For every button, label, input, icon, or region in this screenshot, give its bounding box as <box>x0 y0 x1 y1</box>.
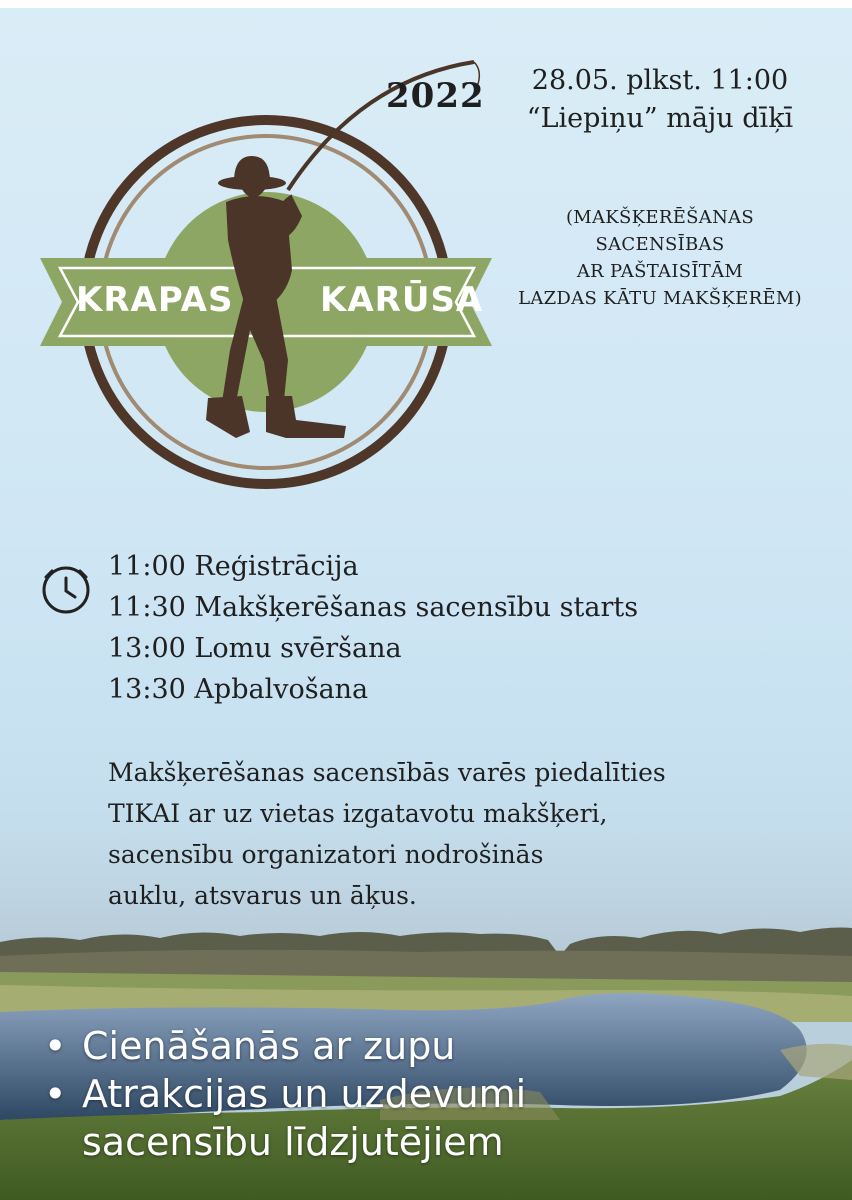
note-line: LAZDAS KĀTU MAKŠĶERĒM) <box>518 288 802 309</box>
schedule-label: Lomu svēršana <box>194 633 402 664</box>
schedule-time: 11:30 <box>108 592 186 623</box>
info-paragraph <box>108 752 666 916</box>
event-datetime: 28.05. plkst. 11:00 <box>531 65 789 96</box>
note-line: AR PAŠTAISĪTĀM <box>576 261 744 282</box>
info-line: auklu, atsvarus un āķus. <box>108 881 417 910</box>
highlight-item <box>44 1070 526 1118</box>
bullet-marker: • <box>44 1024 67 1068</box>
highlight-text-continued: sacensību līdzjutējiem <box>82 1120 504 1164</box>
schedule-time: 13:30 <box>108 674 186 705</box>
highlight-text: Cienāšanās ar zupu <box>82 1024 456 1068</box>
logo-banner-left: KRAPAS <box>76 280 234 320</box>
schedule-time: 13:00 <box>108 633 186 664</box>
schedule-list <box>108 546 638 710</box>
clock-icon <box>40 563 92 615</box>
highlights-list <box>44 1022 526 1166</box>
schedule-label: Apbalvošana <box>194 674 369 705</box>
schedule-time: 11:00 <box>108 551 186 582</box>
schedule-label: Makšķerēšanas sacensību starts <box>194 592 639 623</box>
highlight-text: Atrakcijas un uzdevumi <box>82 1072 527 1116</box>
note-line: (MAKŠĶERĒŠANAS SACENSĪBAS <box>565 207 755 255</box>
top-border <box>0 0 852 8</box>
info-line: Makšķerēšanas sacensībās varēs piedalīties <box>108 758 666 787</box>
schedule-item <box>108 669 638 710</box>
event-header <box>500 62 820 138</box>
schedule-label: Reģistrācija <box>194 551 359 582</box>
schedule-item <box>108 546 638 587</box>
bullet-marker: • <box>44 1072 67 1116</box>
info-line: sacensību organizatori nodrošinās <box>108 840 544 869</box>
event-note <box>500 204 820 312</box>
highlight-item <box>44 1022 526 1070</box>
info-line: TIKAI ar uz vietas izgatavotu makšķeri, <box>108 799 608 828</box>
logo-banner-right: KARŪSA <box>320 280 484 320</box>
event-location: “Liepiņu” māju dīķī <box>526 103 794 134</box>
schedule-item <box>108 628 638 669</box>
event-year: 2022 <box>386 76 485 116</box>
schedule-item <box>108 587 638 628</box>
